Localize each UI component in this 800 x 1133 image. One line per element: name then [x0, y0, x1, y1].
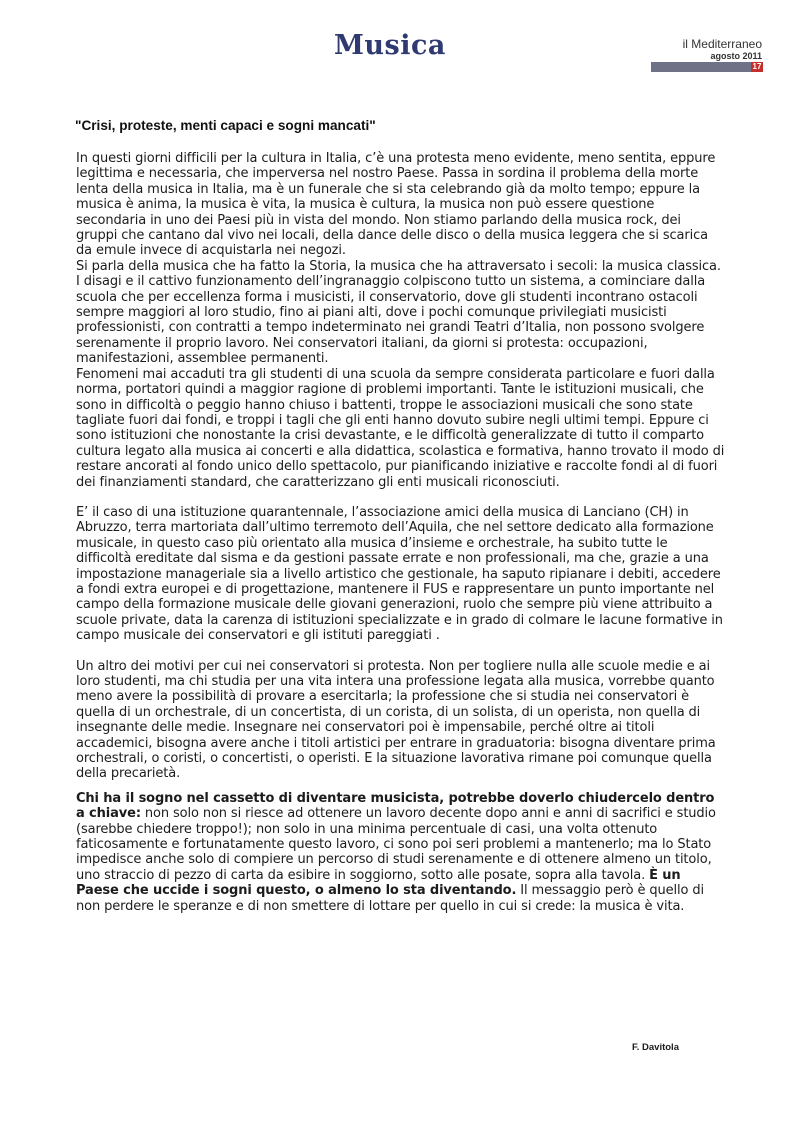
- paragraph: Si parla della musica che ha fatto la Storia, la musica che ha attraversato i secoli: la musica classica. I disagi e il cattivo funzionamento dell’ingranaggio colpiscono tutto un sistema, a cominciare dalla scuola che per eccellenza forma i musicisti, il conservatorio, dove gli studenti incontrano ostacoli sempre maggiori al loro studio, fino ai piani alti, dove i pochi comunque privilegiati musicisti professionisti, con contratti a tempo indeterminato nei grandi Teatri d’Italia, non possono svolgere serenamente il proprio lavoro. Nei conservatori italiani, da giorni si protesta: occupazioni, manifestazioni, assemblee permanenti.: [76, 258, 721, 367]
- issue-date: agosto 2011: [710, 51, 762, 61]
- closing-middle: non solo non si riesce ad ottenere un lavoro decente dopo anni e anni di sacrifici e studio (sarebbe chiedere troppo!); non solo in una minima percentuale di casi, una volta ottenuto faticosamente e fortunatamente questo lavoro, ci sono poi seri problemi a mantenerlo; ma lo Stato impedisce anche solo di compiere un percorso di studi serenamente e di ottenere almeno un titolo, uno straccio di pezzo di carta da esibire in soggiorno, sotto alle posate, sopra alla tavola.: [76, 806, 716, 883]
- article-body: [76, 151, 726, 914]
- page-number: 17: [752, 62, 762, 71]
- section-title: Musica: [334, 30, 446, 61]
- closing-lead: Chi ha il sogno nel cassetto di diventare musicista, potrebbe doverlo chiudercelo dentro a chiave:: [76, 790, 715, 822]
- article-headline: "Crisi, proteste, menti capaci e sogni mancati": [75, 118, 376, 133]
- closing-paragraph: [76, 791, 726, 914]
- header-rule: [651, 62, 763, 72]
- magazine-header: [683, 38, 762, 62]
- paragraph: In questi giorni difficili per la cultura in Italia, c’è una protesta meno evidente, meno sentita, eppure legittima e necessaria, che imperversa nel nostro Paese. Passa in sordina il problema della morte lenta della musica in Italia, ma è un funerale che si sta celebrando già da molto tempo; eppure la musica è anima, la musica è vita, la musica è cultura, la musica non può essere questione secondaria in uno dei Paesi più in vista del mondo. Non stiamo parlando della musica rock, dei gruppi che cantano dal vivo nei locali, della dance delle disco o della musica leggera che si scarica da emule invece di acquistarla nei negozi.: [76, 151, 716, 259]
- paragraph: Fenomeni mai accaduti tra gli studenti di una scuola da sempre considerata particolare e fuori dalla norma, portatori quindi a maggior ragione di problemi importanti. Tante le istituzioni musicali, che sono in difficoltà o peggio hanno chiuso i battenti, troppe le associazioni musicali che sono state tagliate fuori dai fondi, e troppi i tagli che gli enti hanno dovuto subire negli ultimi tempi. Eppure ci sono istituzioni che nonostante la crisi devastante, e le difficoltà generalizzate di tutto il comparto cultura legato alla musica ai concerti e alla didattica, scolastica e formativa, hanno trovato il modo di restare ancorati al fondo unico dello spettacolo, pur pianificando iniziative e raccolte fondi al di fuori dei finanziamenti standard, che caratterizzano gli enti musicali riconosciuti.: [76, 366, 725, 490]
- paragraph: E’ il caso di una istituzione quarantennale, l’associazione amici della musica di Lanciano (CH) in Abruzzo, terra martoriata dall’ultimo terremoto dell’Aquila, che nel settore dedicato alla formazione musicale, in questo caso più orientato alla musica d’insieme e orchestrale, ha subito tutte le difficoltà ereditate dal sisma e da gestioni passate errate e non professionali, ma che, grazie a una impostazione manageriale sia a livello artistico che gestionale, ha saputo ripianare i debiti, accedere a fondi extra europei e di progettazione, mantenere il FUS e rappresentare un punto importante nel campo della formazione musicale delle giovani generazioni, ruolo che sempre più viene attribuito a scuole private, data la carenza di istituzioni specializzate e in grado di colmare le lacune formative in campo musicale dei conservatori e gli istituti pareggiati .: [76, 504, 723, 644]
- paragraph: Un altro dei motivi per cui nei conservatori si protesta. Non per togliere nulla alle scuole medie e ai loro studenti, ma chi studia per una vita intera una professione legata alla musica, vorrebbe quanto meno avere la possibilità di provare a esercitarla; la professione che si studia nei conservatori è quella di un orchestrale, di un concertista, di un corista, di un solista, di un operista, non quella di insegnante delle medie. Insegnare nei conservatori poi è impensabile, perché oltre ai titoli accademici, bisogna avere anche i titoli artistici per entrare in graduatoria: bisogna diventare prima orchestrali, o coristi, o concertisti, o operisti. E la situazione lavorativa rimane poi comunque quella della precarietà.: [76, 658, 716, 782]
- closing-emphasis: È un Paese che uccide i sogni questo, o almeno lo sta diventando.: [76, 867, 681, 899]
- author-signature: F. Davitola: [632, 1042, 679, 1053]
- closing-ending: Il messaggio però è quello di non perdere le speranze e di non smettere di lottare per quello in cui si crede: la musica è vita.: [76, 883, 704, 914]
- magazine-name: il Mediterraneo: [682, 37, 762, 51]
